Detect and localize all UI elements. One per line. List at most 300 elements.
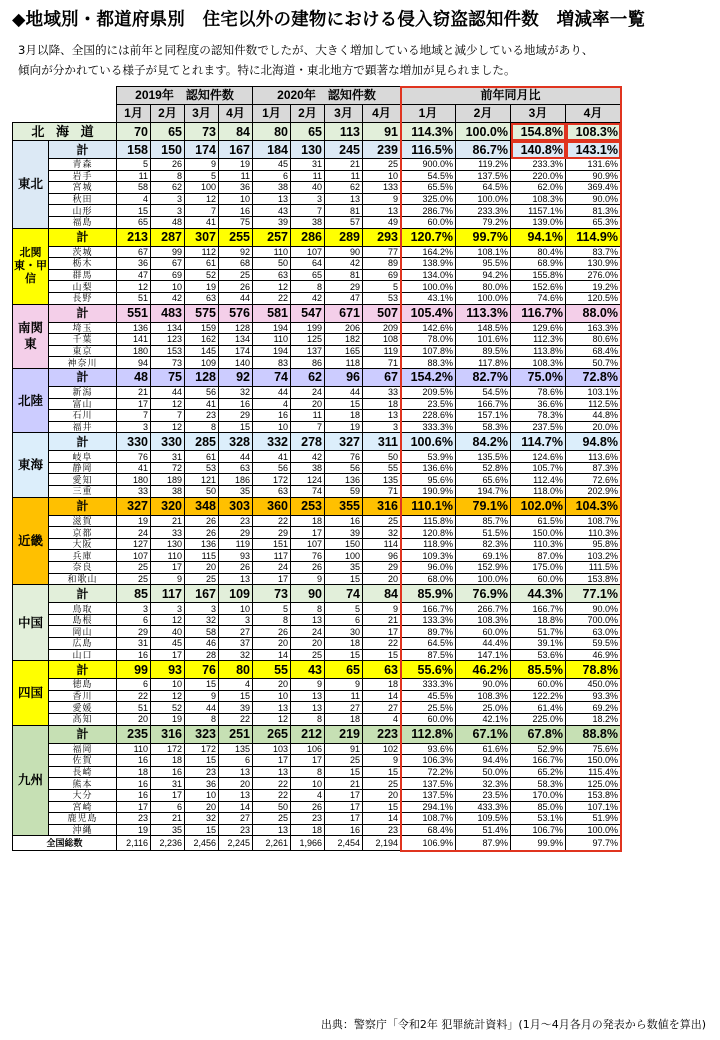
value-2020-month-1: 360: [253, 497, 291, 515]
value-2019-month-3: 8: [185, 713, 219, 725]
value-2020-month-4: 18: [363, 679, 401, 691]
value-2019-month-3: 115: [185, 550, 219, 562]
table-body: [13, 87, 621, 851]
value-2019-month-1: 110: [117, 743, 151, 755]
subtotal-label: 計: [49, 725, 117, 743]
ratio-month-2: 113.3%: [456, 304, 511, 322]
value-2020-month-4: 15: [363, 649, 401, 661]
prefecture-row: [13, 205, 621, 217]
ratio-month-3: 99.9%: [511, 836, 566, 851]
value-2019-month-3: 172: [185, 743, 219, 755]
ratio-month-2: 95.5%: [456, 258, 511, 270]
ratio-month-1: 43.1%: [401, 292, 456, 304]
ratio-month-2: 433.3%: [456, 801, 511, 813]
ratio-month-2: 101.6%: [456, 334, 511, 346]
value-2020-month-4: 316: [363, 497, 401, 515]
ratio-month-2: 67.1%: [456, 725, 511, 743]
value-2020-month-4: 33: [363, 386, 401, 398]
value-2019-month-4: 92: [219, 246, 253, 258]
value-2020-month-1: 74: [253, 368, 291, 386]
value-2020-month-3: 182: [325, 334, 363, 346]
ratio-month-2: 82.7%: [456, 368, 511, 386]
value-2020-month-2: 8: [291, 281, 325, 293]
header-2020: 2020年 認知件数: [253, 87, 401, 105]
value-2019-month-4: 20: [219, 778, 253, 790]
month-header-2020-3: 3月: [325, 105, 363, 123]
value-2019-month-3: 174: [185, 141, 219, 159]
ratio-month-2: 135.5%: [456, 451, 511, 463]
ratio-month-2: 117.8%: [456, 357, 511, 369]
value-2019-month-3: 348: [185, 497, 219, 515]
page-title: ◆地域別・都道府県別 住宅以外の建物における侵入窃盗認知件数 増減率一覧: [12, 10, 646, 30]
value-2020-month-3: 15: [325, 766, 363, 778]
value-2019-month-2: 31: [151, 451, 185, 463]
ratio-month-1: 136.6%: [401, 462, 456, 474]
value-2019-month-1: 136: [117, 322, 151, 334]
value-2019-month-2: 483: [151, 304, 185, 322]
prefecture-name: 岡山: [49, 626, 117, 638]
ratio-month-1: 120.8%: [401, 527, 456, 539]
value-2019-month-2: 16: [151, 766, 185, 778]
prefecture-row: [13, 410, 621, 422]
ratio-month-4: 97.7%: [566, 836, 621, 851]
subtotal-label: 計: [49, 585, 117, 603]
ratio-month-3: 87.0%: [511, 550, 566, 562]
value-2020-month-2: 7: [291, 205, 325, 217]
ratio-month-2: 108.3%: [456, 614, 511, 626]
value-2019-month-4: 39: [219, 702, 253, 714]
value-2020-month-1: 56: [253, 462, 291, 474]
ratio-month-3: 233.3%: [511, 159, 566, 171]
value-2020-month-2: 17: [291, 755, 325, 767]
value-2019-month-4: 29: [219, 410, 253, 422]
ratio-month-1: 137.5%: [401, 778, 456, 790]
value-2019-month-4: 135: [219, 743, 253, 755]
value-2020-month-1: 151: [253, 538, 291, 550]
value-2019-month-2: 45: [151, 638, 185, 650]
value-2020-month-2: 90: [291, 585, 325, 603]
ratio-month-2: 79.1%: [456, 497, 511, 515]
ratio-month-3: 105.7%: [511, 462, 566, 474]
ratio-month-1: 107.8%: [401, 345, 456, 357]
value-2019-month-1: 29: [117, 626, 151, 638]
value-2019-month-3: 12: [185, 193, 219, 205]
value-2019-month-2: 10: [151, 679, 185, 691]
value-2020-month-1: 172: [253, 474, 291, 486]
ratio-month-2: 100.0%: [456, 292, 511, 304]
value-2019-month-2: 21: [151, 515, 185, 527]
region-label: 南関東: [13, 304, 49, 368]
value-2019-month-3: 9: [185, 690, 219, 702]
ratio-month-4: 369.4%: [566, 182, 621, 194]
prefecture-name: 長野: [49, 292, 117, 304]
value-2020-month-4: 89: [363, 258, 401, 270]
value-2019-month-2: 150: [151, 141, 185, 159]
ratio-month-1: 115.8%: [401, 515, 456, 527]
ratio-month-3: 68.9%: [511, 258, 566, 270]
value-2019-month-2: 19: [151, 713, 185, 725]
value-2020-month-3: 18: [325, 410, 363, 422]
ratio-month-1: 88.3%: [401, 357, 456, 369]
value-2019-month-4: 35: [219, 486, 253, 498]
ratio-month-3: 154.8%: [511, 123, 566, 141]
prefecture-row: [13, 345, 621, 357]
region-subtotal-row: [13, 368, 621, 386]
ratio-month-2: 119.2%: [456, 159, 511, 171]
ratio-month-3: 58.3%: [511, 778, 566, 790]
ratio-month-2: 166.7%: [456, 398, 511, 410]
value-2020-month-3: 327: [325, 433, 363, 451]
value-2019-month-4: 29: [219, 527, 253, 539]
value-2019-month-3: 8: [185, 421, 219, 433]
region-subtotal-row: [13, 725, 621, 743]
value-2020-month-3: 245: [325, 141, 363, 159]
prefecture-row: [13, 515, 621, 527]
value-2019-month-1: 235: [117, 725, 151, 743]
value-2020-month-2: 8: [291, 713, 325, 725]
value-2020-month-4: 69: [363, 269, 401, 281]
prefecture-row: [13, 562, 621, 574]
month-header-2019-1: 1月: [117, 105, 151, 123]
prefecture-name: 佐賀: [49, 755, 117, 767]
ratio-month-3: 60.0%: [511, 679, 566, 691]
value-2020-month-1: 10: [253, 690, 291, 702]
ratio-month-2: 64.5%: [456, 182, 511, 194]
value-2019-month-3: 145: [185, 345, 219, 357]
ratio-month-3: 61.5%: [511, 515, 566, 527]
value-2020-month-4: 9: [363, 755, 401, 767]
ratio-month-1: 53.9%: [401, 451, 456, 463]
value-2020-month-1: 45: [253, 159, 291, 171]
prefecture-row: [13, 755, 621, 767]
ratio-month-4: 153.8%: [566, 789, 621, 801]
value-2020-month-1: 257: [253, 228, 291, 246]
value-2020-month-3: 19: [325, 421, 363, 433]
value-2019-month-4: 22: [219, 713, 253, 725]
value-2020-month-4: 20: [363, 573, 401, 585]
value-2020-month-3: 18: [325, 713, 363, 725]
value-2020-month-1: 10: [253, 421, 291, 433]
ratio-month-3: 18.8%: [511, 614, 566, 626]
value-2019-month-1: 213: [117, 228, 151, 246]
value-2019-month-2: 8: [151, 170, 185, 182]
ratio-month-1: 120.7%: [401, 228, 456, 246]
region-subtotal-row: [13, 497, 621, 515]
ratio-month-1: 100.0%: [401, 281, 456, 293]
value-2019-month-2: 62: [151, 182, 185, 194]
value-2020-month-3: 165: [325, 345, 363, 357]
prefecture-name: 和歌山: [49, 573, 117, 585]
ratio-month-1: 190.9%: [401, 486, 456, 498]
ratio-month-4: 108.7%: [566, 515, 621, 527]
prefecture-row: [13, 258, 621, 270]
prefecture-name: 沖縄: [49, 824, 117, 836]
month-header-2019-4: 4月: [219, 105, 253, 123]
ratio-month-4: 112.5%: [566, 398, 621, 410]
value-2020-month-2: 25: [291, 649, 325, 661]
ratio-month-1: 154.2%: [401, 368, 456, 386]
value-2019-month-4: 174: [219, 345, 253, 357]
value-2020-month-1: 12: [253, 713, 291, 725]
value-2020-month-3: 100: [325, 550, 363, 562]
ratio-month-3: 108.3%: [511, 357, 566, 369]
ratio-month-1: 89.7%: [401, 626, 456, 638]
value-2020-month-3: 81: [325, 269, 363, 281]
ratio-month-4: 50.7%: [566, 357, 621, 369]
ratio-month-3: 113.8%: [511, 345, 566, 357]
value-2019-month-2: 2,236: [151, 836, 185, 851]
region-label: 四国: [13, 661, 49, 725]
value-2019-month-3: 19: [185, 281, 219, 293]
ratio-month-1: 286.7%: [401, 205, 456, 217]
value-2019-month-1: 85: [117, 585, 151, 603]
prefecture-row: [13, 778, 621, 790]
ratio-month-3: 112.3%: [511, 334, 566, 346]
prefecture-row: [13, 193, 621, 205]
value-2020-month-4: 20: [363, 789, 401, 801]
value-2020-month-1: 5: [253, 603, 291, 615]
value-2019-month-3: 10: [185, 789, 219, 801]
value-2019-month-4: 93: [219, 550, 253, 562]
value-2020-month-2: 64: [291, 258, 325, 270]
ratio-month-3: 102.0%: [511, 497, 566, 515]
prefecture-row: [13, 550, 621, 562]
value-2020-month-2: 24: [291, 626, 325, 638]
value-2020-month-1: 194: [253, 322, 291, 334]
month-header-ratio-2: 2月: [456, 105, 511, 123]
region-label: 九州: [13, 725, 49, 836]
value-2019-month-3: 15: [185, 824, 219, 836]
value-2019-month-2: 52: [151, 702, 185, 714]
subtotal-label: 計: [49, 433, 117, 451]
prefecture-row: [13, 334, 621, 346]
prefecture-row: [13, 573, 621, 585]
value-2020-month-4: 50: [363, 451, 401, 463]
value-2020-month-2: 42: [291, 292, 325, 304]
ratio-month-2: 44.4%: [456, 638, 511, 650]
value-2020-month-2: 7: [291, 421, 325, 433]
region-subtotal-row: [13, 661, 621, 679]
value-2019-month-2: 42: [151, 292, 185, 304]
value-2020-month-4: 55: [363, 462, 401, 474]
value-2019-month-2: 17: [151, 562, 185, 574]
value-2019-month-2: 69: [151, 269, 185, 281]
value-2020-month-2: 42: [291, 451, 325, 463]
value-2020-month-4: 239: [363, 141, 401, 159]
value-2019-month-1: 23: [117, 813, 151, 825]
value-2020-month-3: 62: [325, 182, 363, 194]
prefecture-row: [13, 679, 621, 691]
value-2019-month-2: 117: [151, 585, 185, 603]
value-2020-month-2: 107: [291, 246, 325, 258]
value-2019-month-2: 130: [151, 538, 185, 550]
value-2020-month-3: 671: [325, 304, 363, 322]
prefecture-name: 大分: [49, 789, 117, 801]
value-2019-month-2: 7: [151, 410, 185, 422]
value-2019-month-3: 53: [185, 462, 219, 474]
ratio-month-4: 202.9%: [566, 486, 621, 498]
value-2020-month-3: 355: [325, 497, 363, 515]
ratio-month-1: 164.2%: [401, 246, 456, 258]
value-2019-month-4: 32: [219, 649, 253, 661]
value-2020-month-1: 63: [253, 269, 291, 281]
ratio-month-2: 51.5%: [456, 527, 511, 539]
ratio-month-1: 137.5%: [401, 789, 456, 801]
value-2020-month-3: 91: [325, 743, 363, 755]
value-2020-month-1: 332: [253, 433, 291, 451]
ratio-month-3: 85.0%: [511, 801, 566, 813]
value-2020-month-4: 21: [363, 614, 401, 626]
corner-blank: [13, 87, 117, 123]
ratio-month-4: 68.4%: [566, 345, 621, 357]
value-2019-month-3: 136: [185, 538, 219, 550]
ratio-month-1: 325.0%: [401, 193, 456, 205]
value-2019-month-4: 75: [219, 216, 253, 228]
prefecture-row: [13, 486, 621, 498]
ratio-month-1: 60.0%: [401, 713, 456, 725]
subtotal-label: 計: [49, 368, 117, 386]
value-2019-month-3: 25: [185, 573, 219, 585]
value-2020-month-4: 67: [363, 368, 401, 386]
ratio-month-2: 54.5%: [456, 386, 511, 398]
value-2019-month-1: 18: [117, 766, 151, 778]
value-2020-month-1: 20: [253, 679, 291, 691]
value-2019-month-1: 551: [117, 304, 151, 322]
value-2020-month-2: 74: [291, 486, 325, 498]
value-2019-month-4: 19: [219, 159, 253, 171]
month-header-ratio-1: 1月: [401, 105, 456, 123]
value-2019-month-2: 21: [151, 813, 185, 825]
value-2020-month-3: 113: [325, 123, 363, 141]
value-2020-month-4: 114: [363, 538, 401, 550]
month-header-2019-2: 2月: [151, 105, 185, 123]
value-2019-month-2: 73: [151, 357, 185, 369]
ratio-month-2: 65.6%: [456, 474, 511, 486]
value-2019-month-1: 11: [117, 170, 151, 182]
value-2019-month-4: 63: [219, 462, 253, 474]
ratio-month-4: 90.0%: [566, 603, 621, 615]
value-2020-month-4: 25: [363, 159, 401, 171]
ratio-month-4: 110.3%: [566, 527, 621, 539]
prefecture-name: 栃木: [49, 258, 117, 270]
ratio-month-4: 87.3%: [566, 462, 621, 474]
ratio-month-4: 72.6%: [566, 474, 621, 486]
ratio-month-1: 85.9%: [401, 585, 456, 603]
value-2019-month-4: 3: [219, 614, 253, 626]
value-2019-month-1: 7: [117, 410, 151, 422]
value-2020-month-2: 137: [291, 345, 325, 357]
value-2019-month-2: 12: [151, 614, 185, 626]
value-2019-month-1: 47: [117, 269, 151, 281]
ratio-month-4: 44.8%: [566, 410, 621, 422]
value-2019-month-2: 3: [151, 193, 185, 205]
prefecture-row: [13, 603, 621, 615]
value-2019-month-2: 38: [151, 486, 185, 498]
value-2020-month-4: 77: [363, 246, 401, 258]
value-2019-month-4: 44: [219, 292, 253, 304]
value-2019-month-4: 23: [219, 515, 253, 527]
value-2019-month-2: 287: [151, 228, 185, 246]
value-2020-month-3: 11: [325, 170, 363, 182]
ratio-month-4: 108.3%: [566, 123, 621, 141]
prefecture-row: [13, 527, 621, 539]
value-2019-month-1: 24: [117, 527, 151, 539]
value-2020-month-4: 71: [363, 486, 401, 498]
prefecture-row: [13, 159, 621, 171]
value-2019-month-1: 67: [117, 246, 151, 258]
value-2020-month-1: 6: [253, 170, 291, 182]
subtotal-label: 計: [49, 497, 117, 515]
value-2020-month-4: 27: [363, 702, 401, 714]
value-2019-month-3: 76: [185, 661, 219, 679]
value-2020-month-2: 212: [291, 725, 325, 743]
value-2019-month-4: 23: [219, 824, 253, 836]
ratio-month-1: 96.0%: [401, 562, 456, 574]
value-2020-month-2: 20: [291, 398, 325, 410]
value-2020-month-4: 18: [363, 398, 401, 410]
value-2020-month-1: 2,261: [253, 836, 291, 851]
ratio-month-1: 95.6%: [401, 474, 456, 486]
ratio-month-2: 84.2%: [456, 433, 511, 451]
value-2019-month-3: 52: [185, 269, 219, 281]
value-2019-month-1: 15: [117, 205, 151, 217]
value-2020-month-4: 135: [363, 474, 401, 486]
prefecture-name: 愛知: [49, 474, 117, 486]
value-2019-month-4: 27: [219, 813, 253, 825]
region-subtotal-row: [13, 585, 621, 603]
value-2019-month-1: 21: [117, 386, 151, 398]
value-2019-month-2: 35: [151, 824, 185, 836]
ratio-month-2: 46.2%: [456, 661, 511, 679]
prefecture-name: 秋田: [49, 193, 117, 205]
value-2019-month-3: 307: [185, 228, 219, 246]
value-2019-month-4: 119: [219, 538, 253, 550]
value-2020-month-4: 17: [363, 626, 401, 638]
value-2020-month-4: 507: [363, 304, 401, 322]
value-2019-month-4: 128: [219, 322, 253, 334]
value-2020-month-2: 17: [291, 527, 325, 539]
value-2020-month-2: 547: [291, 304, 325, 322]
ratio-month-2: 80.0%: [456, 281, 511, 293]
month-header-ratio-4: 4月: [566, 105, 621, 123]
value-2020-month-3: 56: [325, 462, 363, 474]
value-2019-month-3: 61: [185, 451, 219, 463]
region-label: 北関東・甲信: [13, 228, 49, 304]
value-2019-month-1: 19: [117, 824, 151, 836]
value-2019-month-1: 180: [117, 474, 151, 486]
ratio-month-3: 85.5%: [511, 661, 566, 679]
value-2020-month-4: 14: [363, 690, 401, 702]
month-header-2020-1: 1月: [253, 105, 291, 123]
value-2019-month-4: 37: [219, 638, 253, 650]
value-2020-month-2: 130: [291, 141, 325, 159]
value-2019-month-3: 46: [185, 638, 219, 650]
ratio-month-2: 51.4%: [456, 824, 511, 836]
value-2019-month-4: 26: [219, 281, 253, 293]
value-2020-month-4: 133: [363, 182, 401, 194]
ratio-month-2: 69.1%: [456, 550, 511, 562]
value-2020-month-2: 24: [291, 386, 325, 398]
ratio-month-2: 82.3%: [456, 538, 511, 550]
value-2019-month-2: 99: [151, 246, 185, 258]
value-2020-month-2: 1,966: [291, 836, 325, 851]
value-2019-month-1: 158: [117, 141, 151, 159]
value-2020-month-3: 39: [325, 527, 363, 539]
value-2020-month-2: 13: [291, 702, 325, 714]
value-2020-month-3: 9: [325, 679, 363, 691]
value-2020-month-1: 22: [253, 292, 291, 304]
value-2019-month-1: 3: [117, 421, 151, 433]
